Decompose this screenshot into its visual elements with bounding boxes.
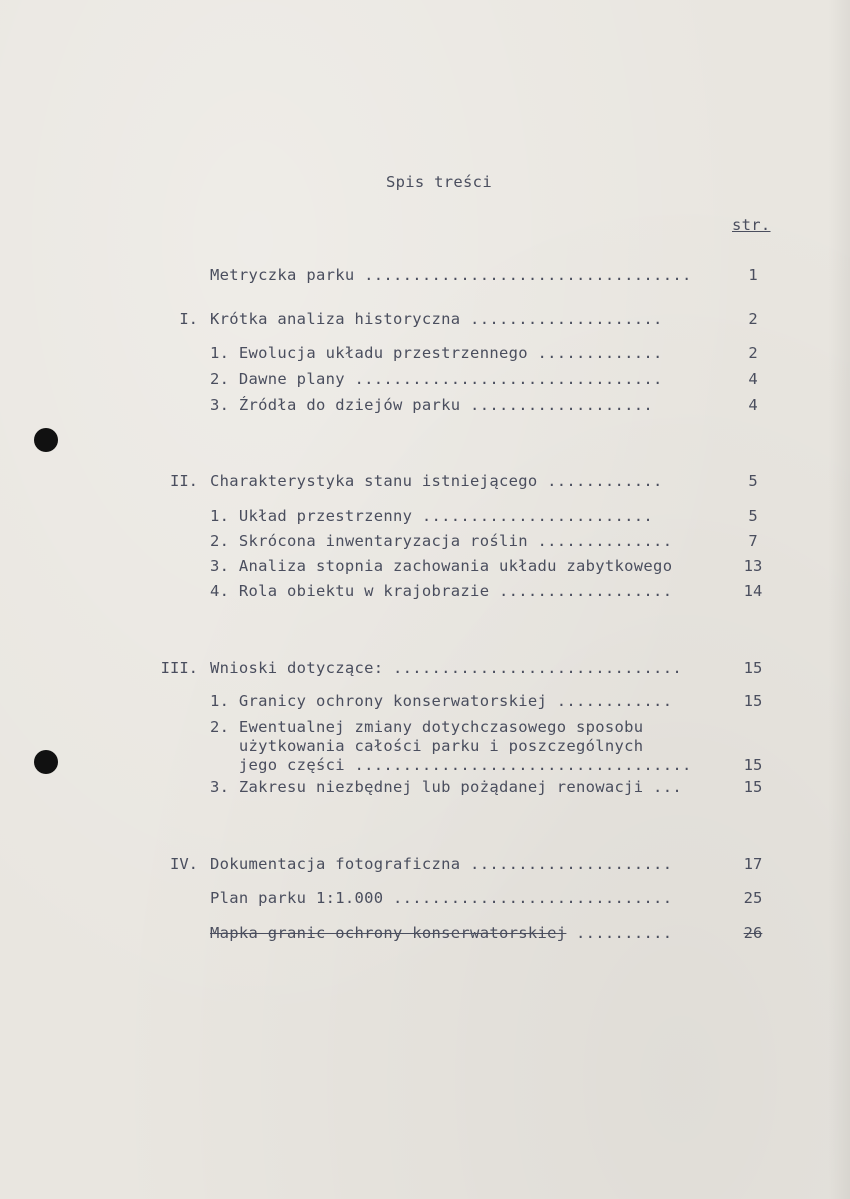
toc-entry-label: użytkowania całości parku i poszczególnych xyxy=(210,737,644,755)
toc-entry-label: 4. Rola obiektu w krajobrazie .................. xyxy=(210,582,673,600)
toc-entry-page: 15 xyxy=(743,778,763,796)
toc-entry-page: 7 xyxy=(748,532,758,550)
toc-title: Spis treści xyxy=(386,173,492,191)
punch-hole-top xyxy=(34,428,58,452)
page-edge-shadow xyxy=(828,0,850,1199)
toc-entry-page: 14 xyxy=(743,582,763,600)
toc-entry-label: Metryczka parku .................................. xyxy=(210,266,692,284)
toc-entry-page: 4 xyxy=(748,370,758,388)
toc-entry-page: 4 xyxy=(748,396,758,414)
toc-entry-label: Charakterystyka stanu istniejącego ............ xyxy=(210,472,663,490)
toc-section-number: II. xyxy=(170,472,198,490)
toc-entry-label: 3. Analiza stopnia zachowania układu zabytkowego xyxy=(210,557,673,575)
leader-dots: .......... xyxy=(566,924,673,942)
struck-label: Mapka granic ochrony konserwatorskiej xyxy=(210,924,567,942)
toc-entry-label: 1. Granicy ochrony konserwatorskiej ............ xyxy=(210,692,673,710)
page-column-header: str. xyxy=(732,216,771,234)
toc-entry-label: 2. Ewentualnej zmiany dotychczasowego sposobu xyxy=(210,718,644,736)
toc-entry-page: 5 xyxy=(748,472,758,490)
punch-hole-bottom xyxy=(34,750,58,774)
toc-entry-label: Wnioski dotyczące: .............................. xyxy=(210,659,682,677)
toc-entry-label: Plan parku 1:1.000 ............................. xyxy=(210,889,673,907)
toc-entry-page: 15 xyxy=(743,659,763,677)
toc-section-number: III. xyxy=(160,659,198,677)
toc-entry-label: Krótka analiza historyczna .................... xyxy=(210,310,663,328)
toc-section-number: I. xyxy=(179,310,198,328)
toc-entry-struck xyxy=(210,924,672,942)
toc-entry-label: Dokumentacja fotograficzna ..................... xyxy=(210,855,673,873)
toc-entry-page: 2 xyxy=(748,344,758,362)
toc-entry-label: 2. Dawne plany ................................ xyxy=(210,370,663,388)
toc-entry-label: 3. Zakresu niezbędnej lub pożądanej renowacji ... xyxy=(210,778,682,796)
toc-entry-label: 1. Układ przestrzenny ........................ xyxy=(210,507,654,525)
toc-entry-page: 13 xyxy=(743,557,763,575)
toc-entry-page: 25 xyxy=(743,889,763,907)
toc-entry-page: 1 xyxy=(748,266,758,284)
toc-entry-label: 2. Skrócona inwentaryzacja roślin .............. xyxy=(210,532,673,550)
toc-entry-label: 3. Źródła do dziejów parku ................... xyxy=(210,396,654,414)
toc-entry-page: 17 xyxy=(743,855,763,873)
toc-section-number: IV. xyxy=(170,855,198,873)
toc-entry-label: 1. Ewolucja układu przestrzennego ............. xyxy=(210,344,663,362)
toc-entry-label: jego części ................................... xyxy=(210,756,692,774)
toc-entry-page: 2 xyxy=(748,310,758,328)
toc-entry-page-struck: 26 xyxy=(743,924,763,942)
toc-entry-page: 15 xyxy=(743,756,763,774)
toc-entry-page: 5 xyxy=(748,507,758,525)
toc-entry-page: 15 xyxy=(743,692,763,710)
